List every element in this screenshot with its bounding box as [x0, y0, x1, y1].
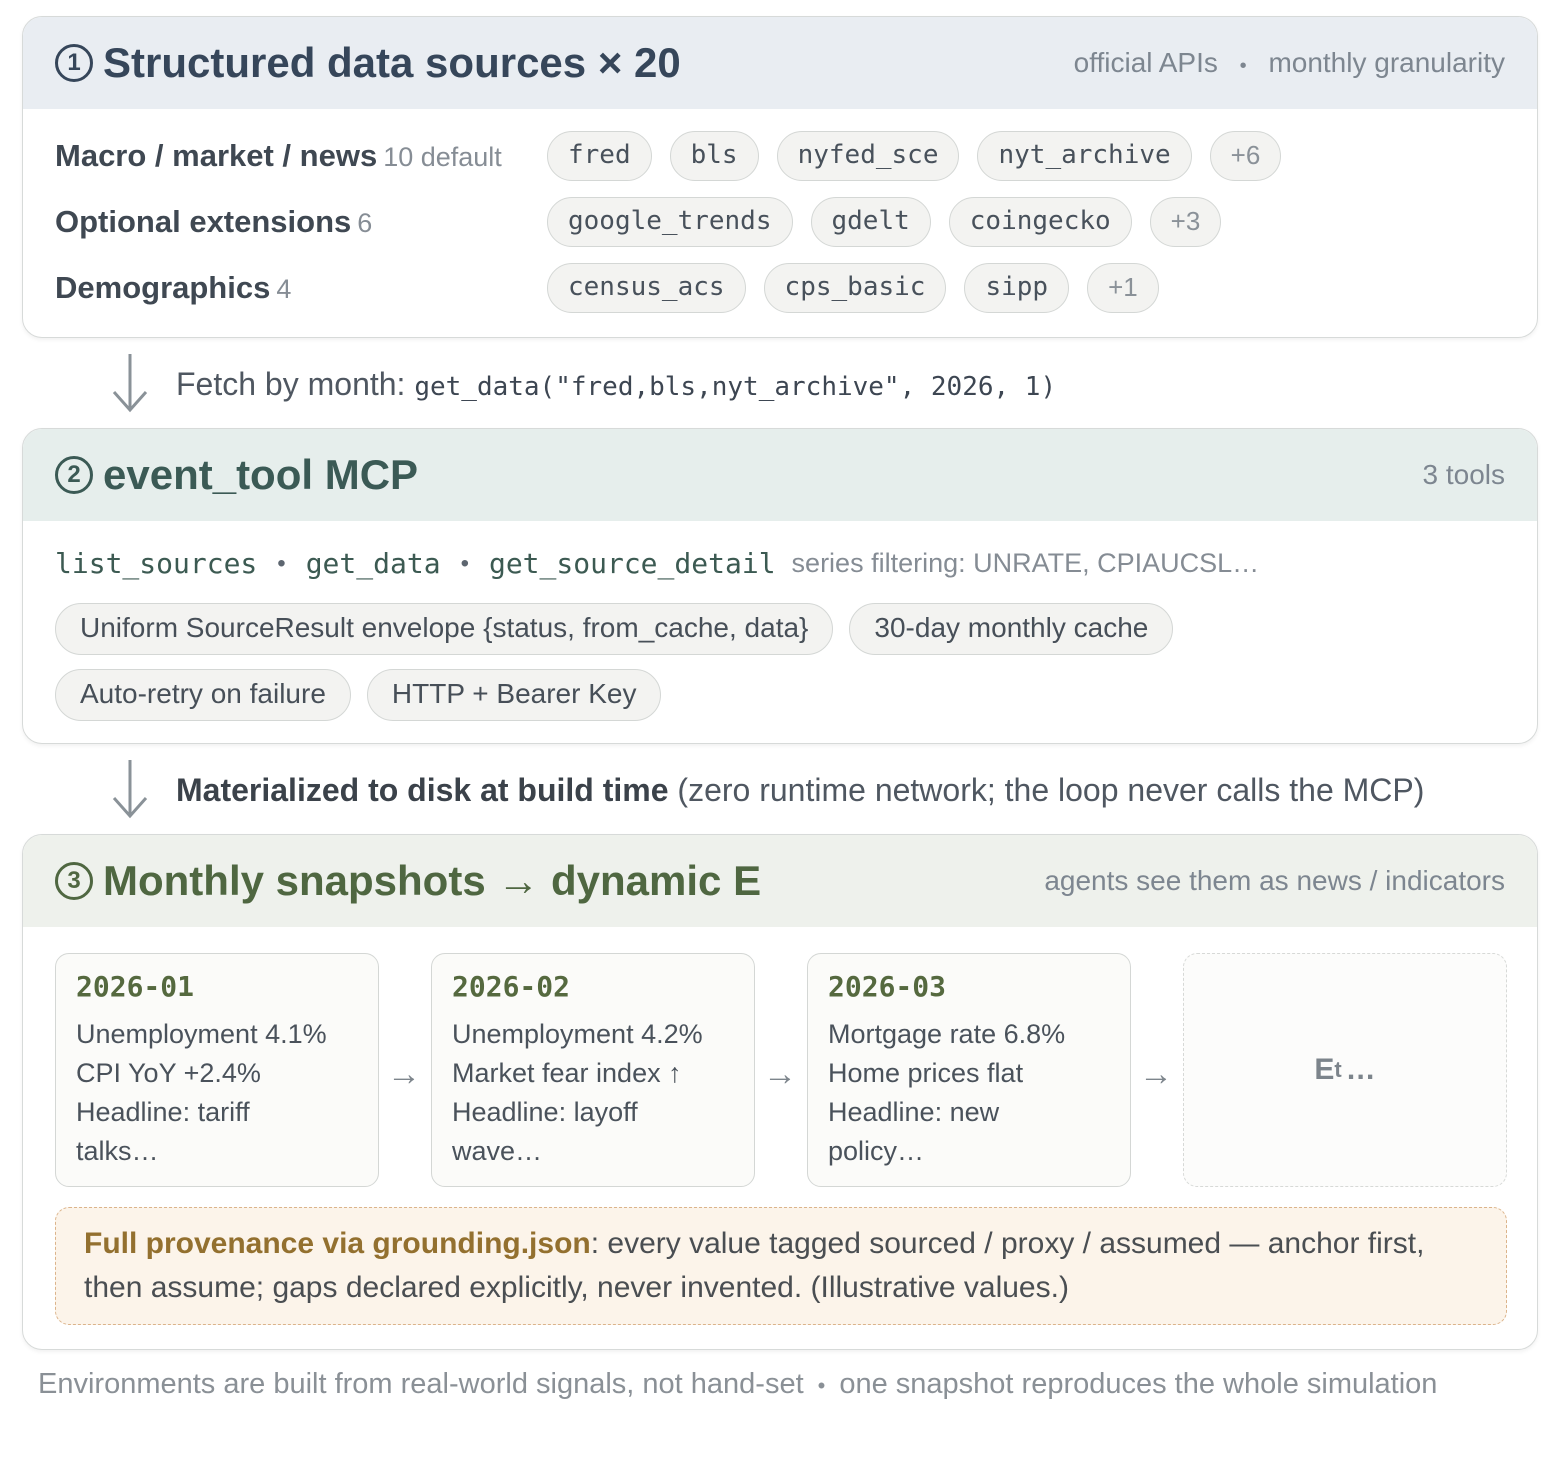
- snapshots-title: [55, 857, 761, 905]
- provenance-note: [55, 1207, 1507, 1325]
- snapshot-line: Headline: layoff: [452, 1097, 638, 1127]
- right-arrow-icon: →: [1139, 1055, 1173, 1093]
- snapshot-line: Headline: new: [828, 1097, 1000, 1127]
- feature-chip: HTTP + Bearer Key: [367, 669, 662, 721]
- fetch-label: Fetch by month:: [176, 365, 415, 402]
- data-sources-meta: [1074, 47, 1505, 79]
- snapshot-line: Home prices flat: [828, 1058, 1024, 1088]
- feature-chip: 30-day monthly cache: [849, 603, 1173, 655]
- source-row-label: Macro / market / news 10 default: [55, 138, 502, 173]
- fetch-caption: [176, 366, 1056, 403]
- snapshots-header: [23, 835, 1537, 927]
- source-chip: coingecko: [949, 197, 1132, 247]
- fetch-arrow-row: [108, 352, 1056, 416]
- series-filter-note: series filtering: UNRATE, CPIAUCSL…: [791, 548, 1260, 578]
- snapshot-line: policy…: [828, 1136, 925, 1166]
- step-number-badge: 2: [55, 456, 93, 494]
- feature-chip: Auto-retry on failure: [55, 669, 351, 721]
- fetch-code: get_data("fred,bls,nyt_archive", 2026, 1): [414, 371, 1057, 402]
- event-tool-header: [23, 429, 1537, 521]
- more-sources-chip: +6: [1210, 131, 1282, 181]
- snapshot-line: wave…: [452, 1136, 543, 1166]
- right-arrow-icon: →: [763, 1055, 797, 1093]
- materialize-note: (zero runtime network; the loop never calls the MCP): [668, 771, 1425, 808]
- snapshot-line: Unemployment 4.1%: [76, 1019, 327, 1049]
- snapshots-meta: agents see them as news / indicators: [1044, 865, 1505, 896]
- data-sources-title: [55, 39, 681, 87]
- panel-title-text: Monthly snapshots → dynamic E: [103, 857, 762, 904]
- footer-left: Environments are built from real-world signals, not hand-set: [38, 1368, 804, 1400]
- footer-right: one snapshot reproduces the whole simulation: [839, 1368, 1438, 1400]
- snapshot-line: Headline: tariff: [76, 1097, 250, 1127]
- dot-separator-icon: •: [277, 549, 286, 577]
- snapshot-line: Mortgage rate 6.8%: [828, 1019, 1066, 1049]
- tool-name: get_source_detail: [488, 547, 776, 580]
- snapshot-month: 2026-03: [828, 970, 947, 1003]
- right-arrow-icon: →: [387, 1055, 421, 1093]
- materialize-caption: [176, 772, 1424, 809]
- snapshots-panel: [22, 834, 1538, 1350]
- provenance-text: then assume; gaps declared explicitly, never invented. (Illustrative values.): [84, 1271, 1069, 1304]
- source-count: 6: [357, 208, 373, 238]
- ellipsis: …: [1345, 1053, 1376, 1086]
- materialize-bold: Materialized to disk at build time: [176, 771, 669, 808]
- meta-official-apis: official APIs: [1073, 47, 1218, 78]
- snapshot-month: 2026-02: [452, 970, 571, 1003]
- snapshot-line: talks…: [76, 1136, 159, 1166]
- source-chip: cps_basic: [764, 263, 947, 313]
- snapshot-line: CPI YoY +2.4%: [76, 1058, 261, 1088]
- source-chip: google_trends: [547, 197, 793, 247]
- dot-separator-icon: •: [817, 1373, 826, 1398]
- env-symbol: E: [1314, 1053, 1335, 1086]
- data-sources-panel: [22, 16, 1538, 338]
- panel-title-text: Structured data sources × 20: [103, 39, 681, 86]
- future-snapshot-placeholder: [1183, 953, 1507, 1187]
- snapshot-line: Market fear index ↑: [452, 1058, 682, 1088]
- source-chip: bls: [670, 131, 759, 181]
- snapshot-line: Unemployment 4.2%: [452, 1019, 703, 1049]
- feature-chip: Uniform SourceResult envelope {status, from_cache, data}: [55, 603, 833, 655]
- dot-separator-icon: •: [460, 549, 469, 577]
- tool-count: 3 tools: [1422, 459, 1505, 490]
- snapshot-card: [431, 953, 755, 1187]
- panel-title-text: event_tool MCP: [103, 451, 419, 498]
- snapshot-month: 2026-01: [76, 970, 195, 1003]
- source-chip: gdelt: [811, 197, 931, 247]
- down-arrow-icon: [108, 352, 152, 416]
- source-count: 4: [276, 274, 292, 304]
- more-sources-chip: +1: [1087, 263, 1159, 313]
- footer-caption: [38, 1368, 1437, 1401]
- meta-granularity: monthly granularity: [1268, 47, 1505, 78]
- dot-separator-icon: •: [1239, 55, 1247, 77]
- materialize-arrow-row: [108, 758, 1424, 822]
- tool-name: list_sources: [55, 547, 258, 580]
- tools-list: [55, 547, 1259, 580]
- source-row-label: Demographics 4: [55, 270, 292, 305]
- source-row-optional: [55, 195, 1221, 249]
- source-count: 10 default: [383, 142, 502, 172]
- provenance-bold: Full provenance via grounding.json: [84, 1227, 591, 1260]
- more-sources-chip: +3: [1150, 197, 1222, 247]
- event-tool-title: [55, 451, 418, 499]
- source-row-macro: [55, 129, 1281, 183]
- step-number-badge: 1: [55, 44, 93, 82]
- env-subscript: t: [1334, 1057, 1342, 1082]
- snapshot-card: [55, 953, 379, 1187]
- source-chip: census_acs: [547, 263, 746, 313]
- source-chip: nyt_archive: [977, 131, 1191, 181]
- snapshot-card: [807, 953, 1131, 1187]
- feature-row: [55, 603, 1173, 655]
- source-chip: sipp: [964, 263, 1069, 313]
- data-sources-header: [23, 17, 1537, 109]
- feature-row: [55, 669, 661, 721]
- source-chip: nyfed_sce: [777, 131, 960, 181]
- provenance-text: : every value tagged sourced / proxy / assumed — anchor first,: [590, 1227, 1425, 1260]
- source-row-demographics: [55, 261, 1159, 315]
- tool-name: get_data: [305, 547, 441, 580]
- source-chip: fred: [547, 131, 652, 181]
- source-row-label: Optional extensions 6: [55, 204, 373, 239]
- step-number-badge: 3: [55, 862, 93, 900]
- down-arrow-icon: [108, 758, 152, 822]
- event-tool-panel: [22, 428, 1538, 744]
